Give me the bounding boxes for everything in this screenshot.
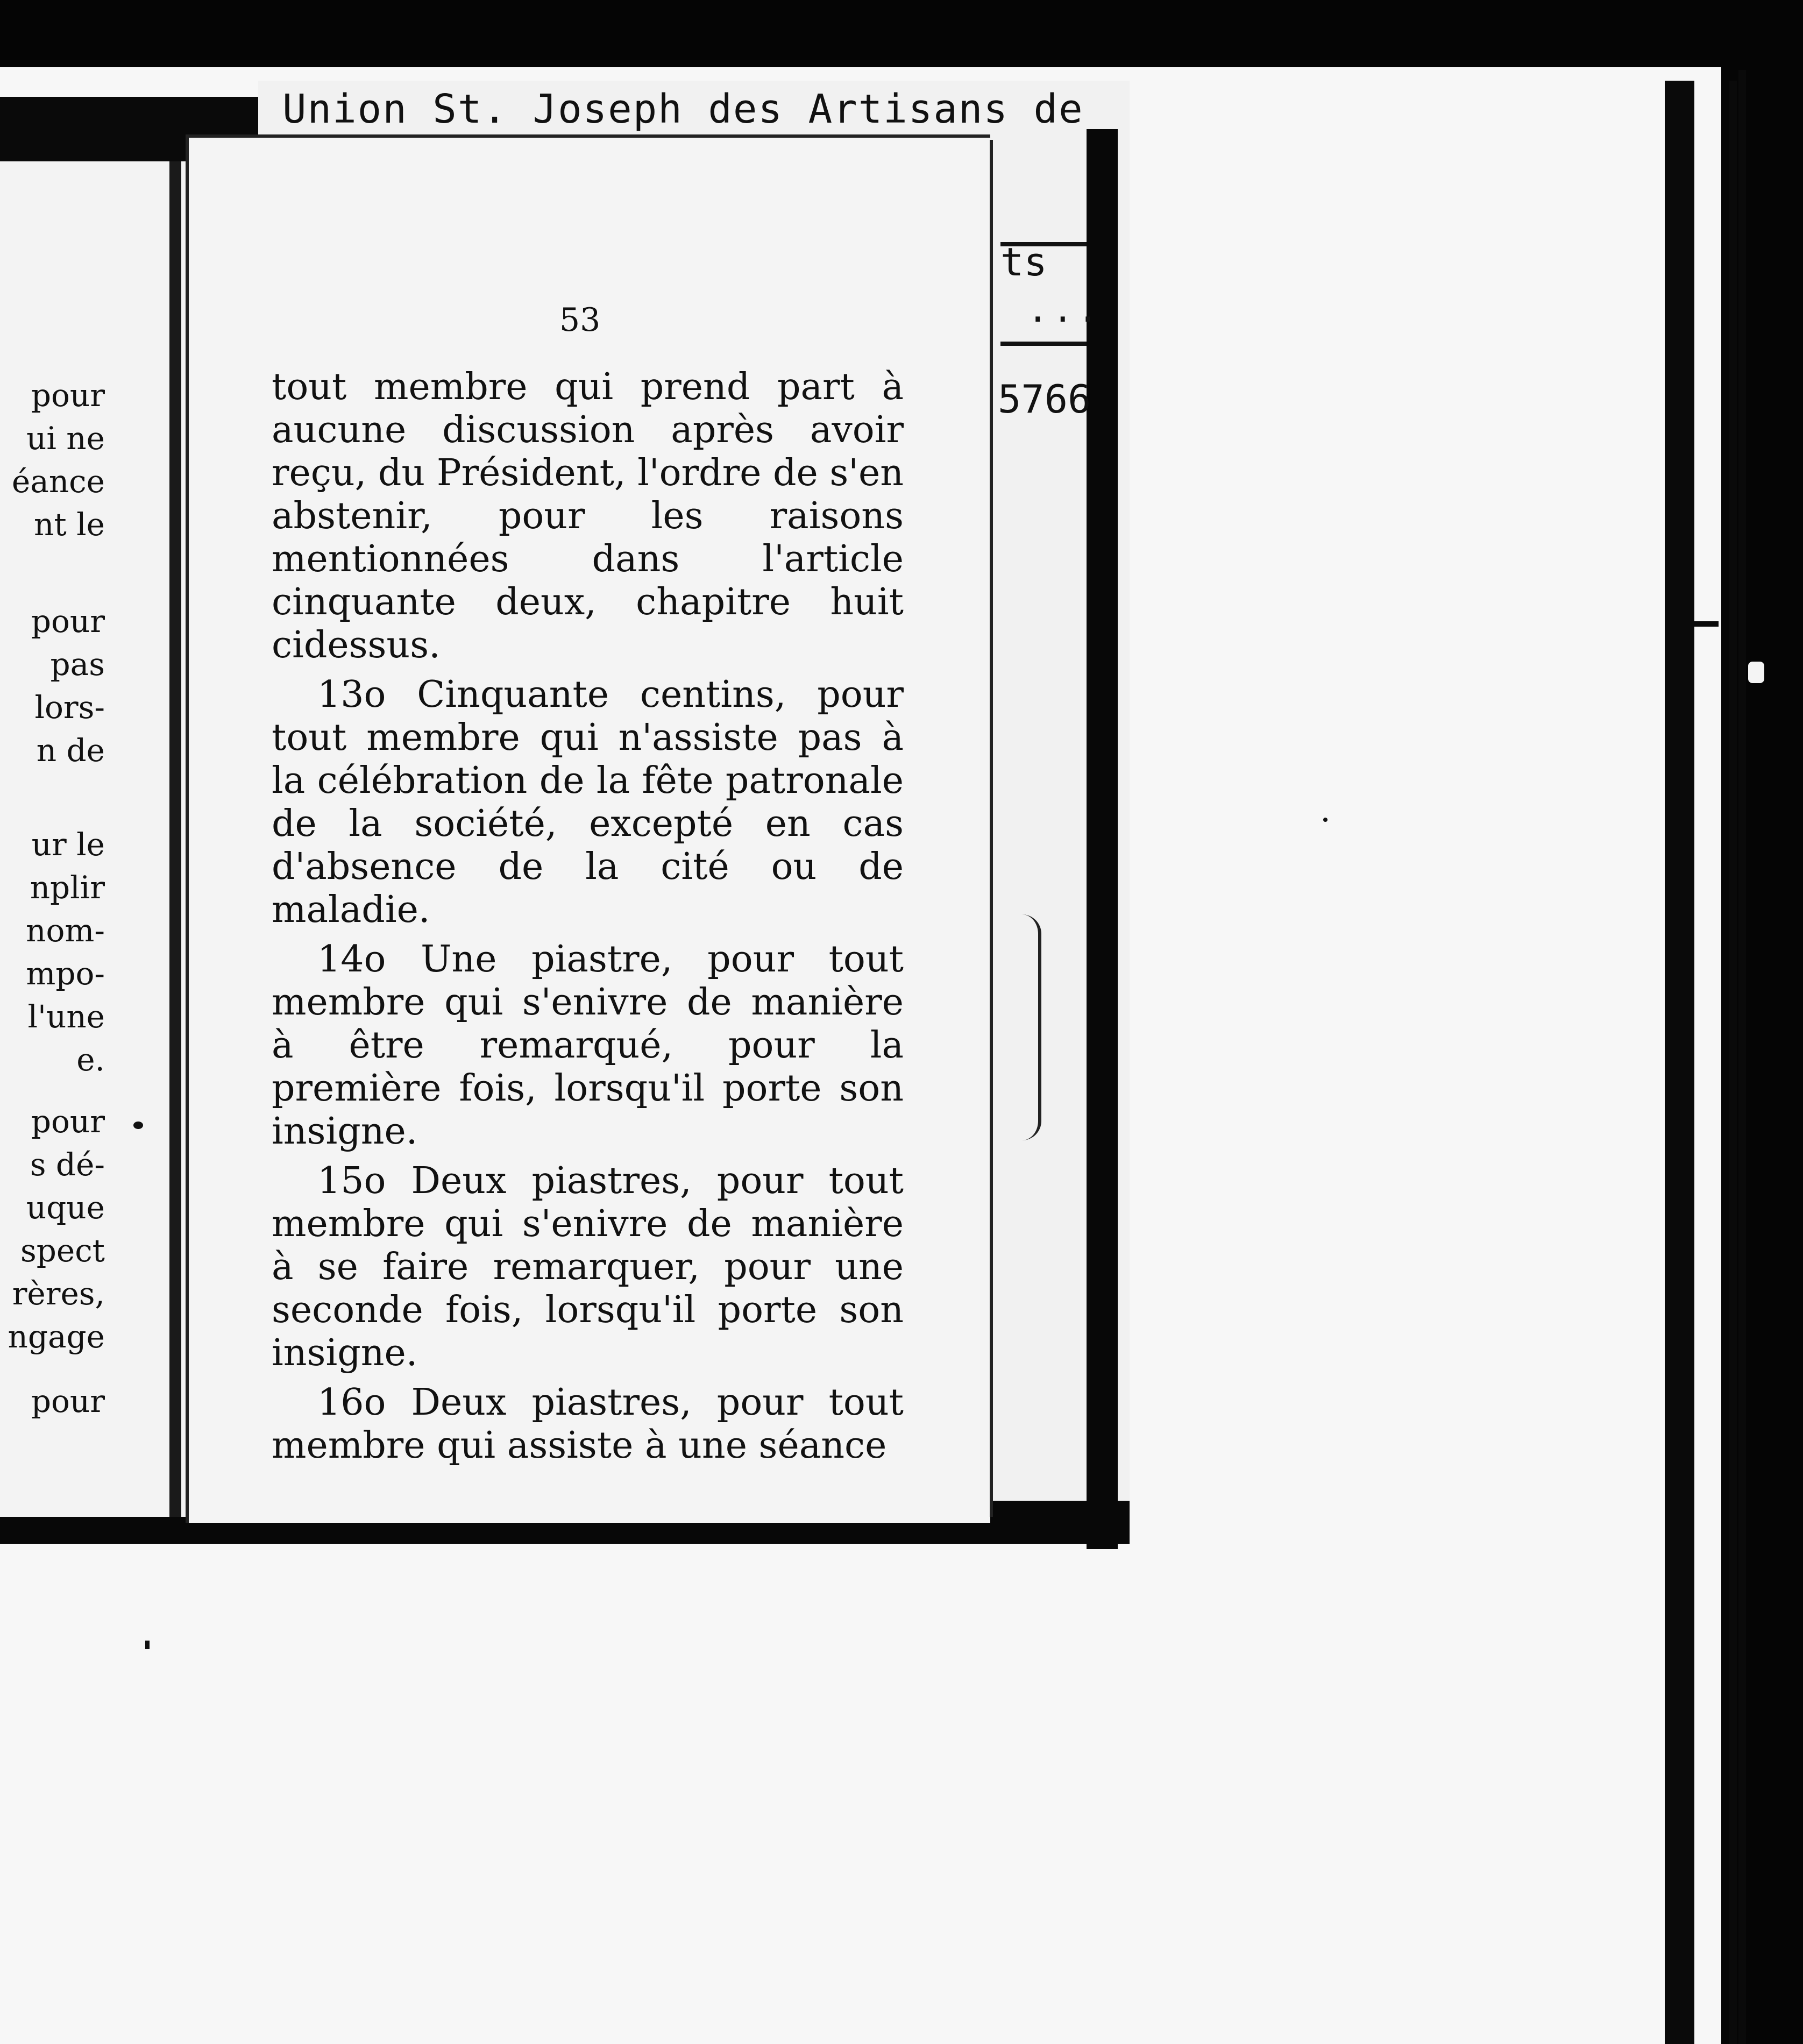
paragraph: 14o Une piastre, pour tout membre qui s'enivre de manière à être remarqué, pour la première fois, lorsqu'il porte son insigne. [272, 938, 904, 1153]
page-number: 53 [559, 301, 601, 339]
speck [133, 1122, 143, 1129]
left-page-line: pas [50, 646, 105, 683]
page-gutter [169, 161, 181, 1517]
left-page-line: l'une [27, 998, 105, 1035]
film-edge-line [1678, 621, 1719, 627]
film-edge-line [1729, 81, 1737, 2044]
left-page-line: spect [20, 1232, 105, 1269]
left-page-line: rères, [12, 1275, 105, 1312]
left-page-line: mpo- [26, 955, 105, 992]
card-dots: ... [1027, 290, 1103, 330]
left-page-line: nt le [34, 506, 105, 543]
page-edge-line [1022, 914, 1041, 1140]
left-page-line: lors- [34, 689, 105, 726]
speck [1323, 818, 1328, 822]
paragraph: 15o Deux piastres, pour tout membre qui s'enivre de manière à se faire remarquer, pour une seconde fois, lorsqu'il porte son insigne. [272, 1160, 904, 1374]
left-page-line: pour [31, 1383, 105, 1420]
left-page-line: pour [31, 377, 105, 414]
card-border [1087, 129, 1118, 1549]
film-edge-line [1665, 81, 1694, 2044]
left-page-line: ui ne [26, 420, 105, 457]
card-rule [1000, 342, 1087, 346]
card-text-fragment: ts [1000, 239, 1047, 285]
card-number-fragment: 5766 [998, 377, 1091, 422]
left-page-line: s dé- [30, 1146, 105, 1183]
left-page-line: ur le [31, 826, 105, 863]
speck [145, 1641, 150, 1649]
left-page-line: pour [31, 603, 105, 640]
page-body [272, 366, 904, 1467]
card-header-line: Union St. Joseph des Artisans de [282, 86, 1084, 132]
left-page-line: nplir [30, 869, 105, 906]
left-page-line: éance [11, 463, 105, 500]
left-page-line: nom- [26, 912, 105, 949]
paragraph: 16o Deux piastres, pour tout membre qui assiste à une séance [272, 1381, 904, 1467]
left-page-line: uque [26, 1189, 105, 1226]
film-edge-mark [1748, 662, 1764, 683]
left-page-line: n de [36, 732, 105, 769]
paragraph: tout membre qui prend part à aucune discussion après avoir reçu, du Président, l'ordre de s'en abstenir, pour les raisons mentionnées dans l'article cinquante deux, chapitre huit cidessus. [272, 366, 904, 666]
left-page-line: e. [76, 1041, 105, 1078]
page-edge-line [990, 140, 993, 1517]
left-page-fragment [0, 161, 194, 1517]
film-edge-line [1738, 70, 1746, 2044]
left-page-line: pour [31, 1103, 105, 1140]
film-edge-line [1749, 67, 1803, 2044]
left-page-line: ngage [8, 1318, 105, 1355]
paragraph: 13o Cinquante centins, pour tout membre qui n'assiste pas à la célébration de la fête patronale de la société, excepté en cas d'absence de la cité ou de maladie. [272, 673, 904, 931]
